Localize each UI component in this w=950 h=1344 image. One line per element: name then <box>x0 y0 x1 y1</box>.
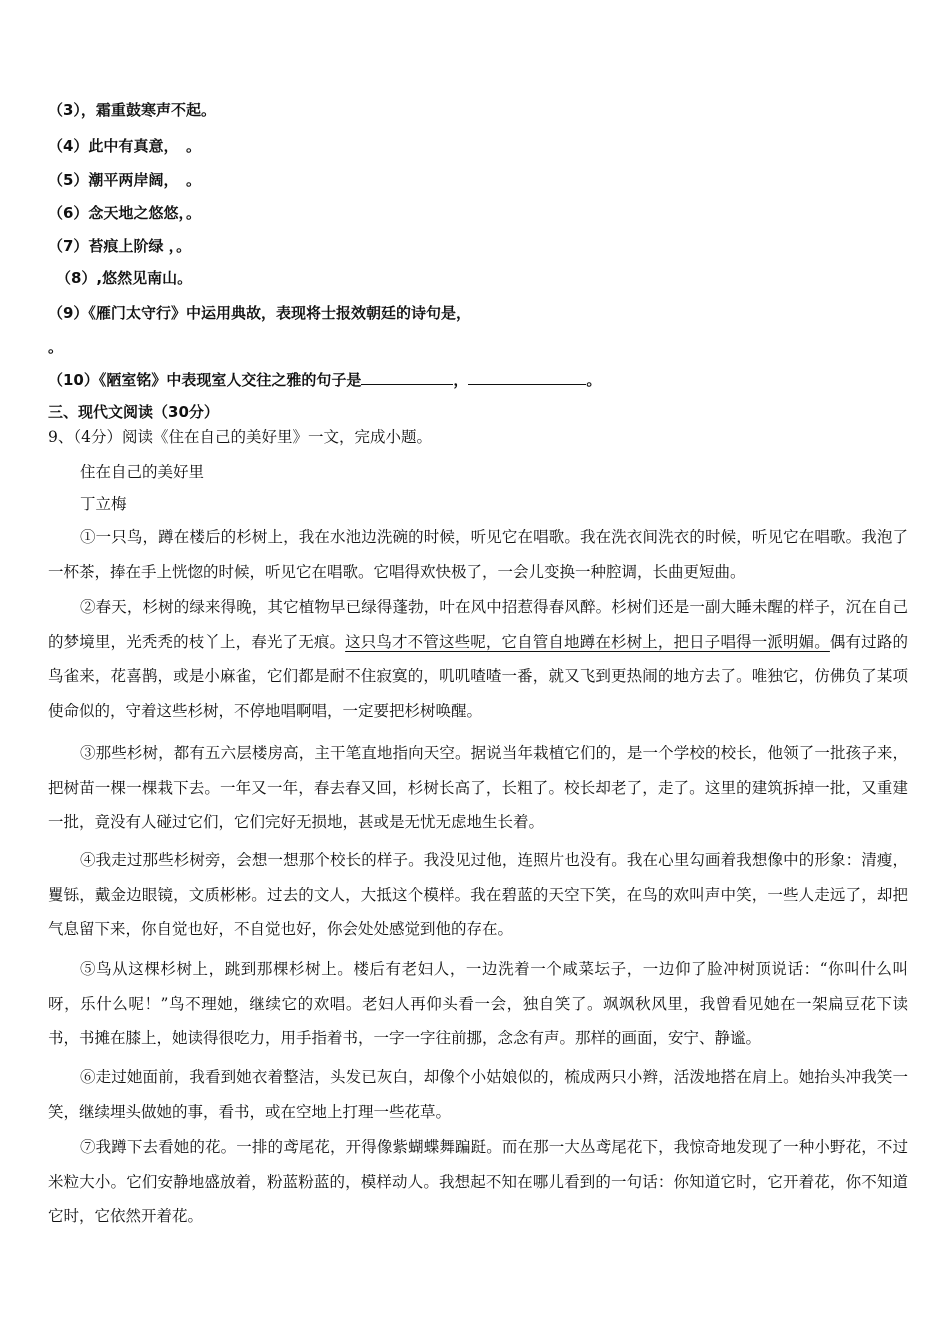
q10-prefix: （10）《陋室铭》中表现室人交往之雅的句子是 <box>48 371 362 389</box>
q10-blank-1[interactable] <box>361 370 453 385</box>
paragraph-5: ⑤鸟从这棵杉树上，跳到那棵杉树上。楼后有老妇人，一边洗着一个咸菜坛子，一边仰了脸冲树顶说话：“你叫什么叫呀，乐什么呢！”鸟不理她，继续它的欢唱。老妇人再仰头看一会，独自笑了。飒飒秋风里，我曾看见她在一架扁豆花下读书，书摊在膝上，她读得很吃力，用手指着书，一字一字往前挪，念念有声。那样的画面，安宁、静谧。 <box>48 960 908 1047</box>
question-9: 9、（4分）阅读《住在自己的美好里》一文，完成小题。 <box>48 428 432 446</box>
fill-in-q8: （8）,悠然见南山。 <box>56 269 193 287</box>
article-author: 丁立梅 <box>80 495 127 513</box>
fill-in-q9-end: 。 <box>48 338 64 356</box>
paragraph-6: ⑥走过她面前，我看到她衣着整洁，头发已灰白，却像个小姑娘似的，梳成两只小辫，活泼地搭在肩上。她抬头冲我笑一笑，继续埋头做她的事，看书，或在空地上打理一些花草。 <box>48 1068 908 1121</box>
section-title: 三、现代文阅读（30分） <box>48 403 219 421</box>
q10-mid: ， <box>453 371 469 389</box>
paragraph-7: ⑦我蹲下去看她的花。一排的鸢尾花，开得像紫蝴蝶舞蹁跹。而在那一大丛鸢尾花下，我惊奇地发现了一种小野花，不过米粒大小。它们安静地盛放着，粉蓝粉蓝的，模样动人。我想起不知在哪儿看到的一句话：你知道它时，它开着花，你不知道它时，它依然开着花。 <box>48 1138 908 1225</box>
paragraph-1: ①一只鸟，蹲在楼后的杉树上，我在水池边洗碗的时候，听见它在唱歌。我在洗衣间洗衣的时候，听见它在唱歌。我泡了一杯茶，捧在手上恍惚的时候，听见它在唱歌。它唱得欢快极了，一会儿变换一种腔调，长曲更短曲。 <box>48 528 908 581</box>
paragraph-4: ④我走过那些杉树旁，会想一想那个校长的样子。我没见过他，连照片也没有。我在心里勾画着我想像中的形象：清瘦，矍铄，戴金边眼镜，文质彬彬。过去的文人，大抵这个模样。我在碧蓝的天空下笑，在鸟的欢叫声中笑，一些人走远了，却把气息留下来，你自觉也好，不自觉也好，你会处处感觉到他的存在。 <box>48 851 908 938</box>
paragraph-2-end: 偶有过路的鸟雀来，花喜鹊，或是小麻雀，它们都是耐不住寂寞的，叽叽喳喳一番，就又飞到更热闹的地方去了。唯独它，仿佛负了某项使命似的，守着这些杉树，不停地唱啊唱，一定要把杉树唤醒。 <box>48 632 908 720</box>
fill-in-q3: （3），霜重鼓寒声不起。 <box>48 101 216 119</box>
paragraph-2-start: ②春天，杉树的绿来得晚，其它植物早已绿得蓬勃，叶在风中招惹得春风醉。杉树们还是一副大睡未醒的样子，沉在自己的梦境里，光秃秃的枝丫上，春光了无痕。 <box>48 598 908 651</box>
fill-in-q4: （4）此中有真意， 。 <box>48 137 201 155</box>
fill-in-q7: （7）苔痕上阶绿 ，。 <box>48 237 192 255</box>
paragraph-2 <box>48 590 908 728</box>
fill-in-q10 <box>48 370 601 390</box>
paragraph-3: ③那些杉树，都有五六层楼房高，主干笔直地指向天空。据说当年栽植它们的，是一个学校的校长，他领了一批孩子来，把树苗一棵一棵栽下去。一年又一年，春去春又回，杉树长高了，长粗了。校长却老了，走了。这里的建筑拆掉一批，又重建一批，竟没有人碰过它们，它们完好无损地，甚或是无忧无虑地生长着。 <box>48 744 908 831</box>
underlined-sentence: 这只鸟才不管这些呢，它自管自地蹲在杉树上，把日子唱得一派明媚。 <box>345 632 830 651</box>
q10-blank-2[interactable] <box>468 370 586 385</box>
fill-in-q9: （9）《雁门太守行》中运用典故，表现将士报效朝廷的诗句是， <box>48 304 471 322</box>
q10-end: 。 <box>586 371 602 389</box>
fill-in-q6: （6）念天地之悠悠，。 <box>48 204 201 222</box>
fill-in-q5: （5）潮平两岸阔， 。 <box>48 171 201 189</box>
article-title: 住在自己的美好里 <box>80 463 205 481</box>
